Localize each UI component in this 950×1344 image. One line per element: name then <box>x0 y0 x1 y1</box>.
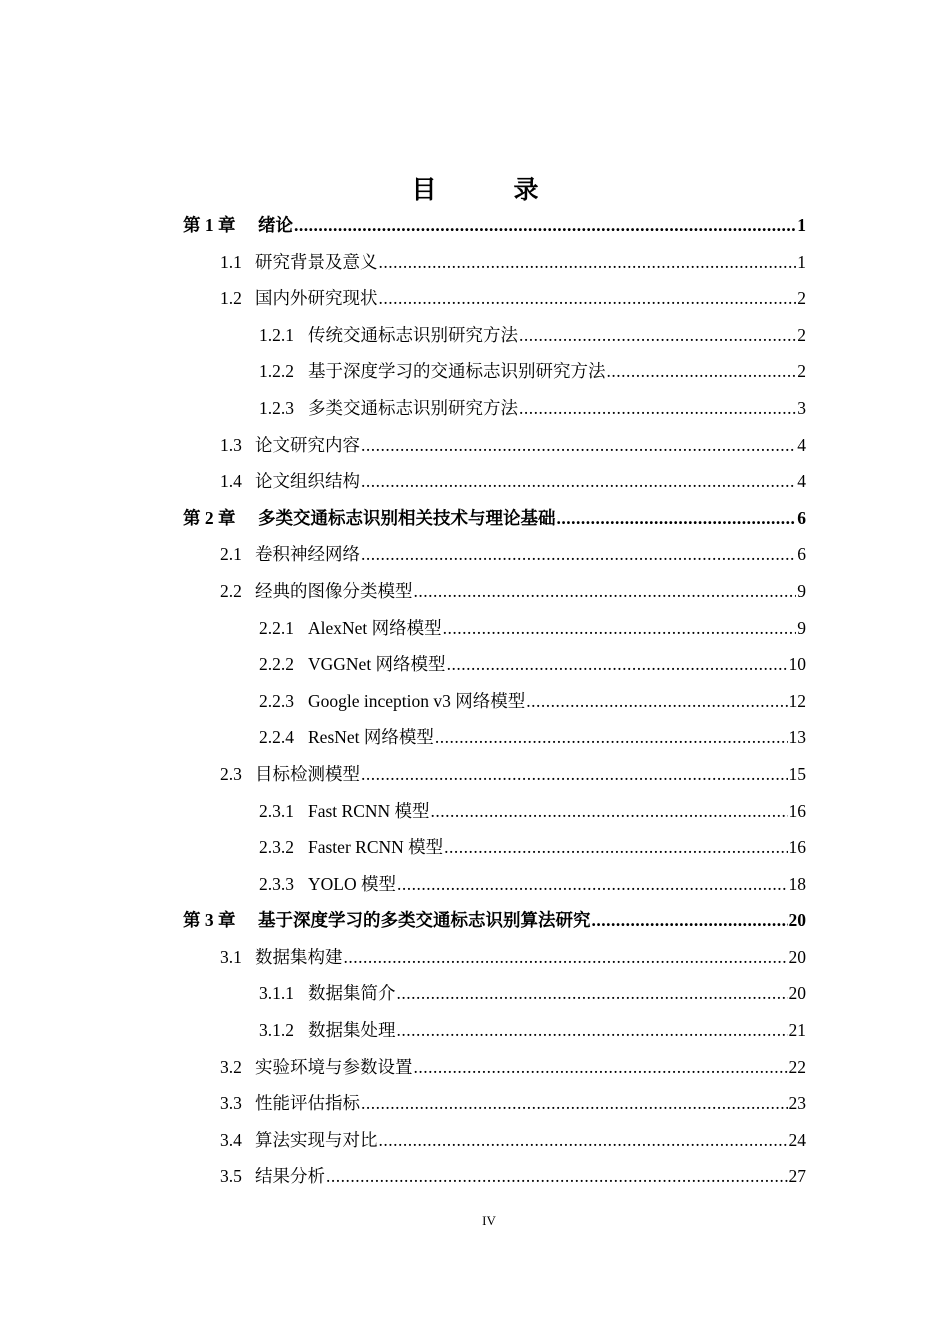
toc-dot-leader <box>379 244 797 281</box>
toc-entry-title: 基于深度学习的多类交通标志识别算法研究 <box>258 910 591 931</box>
toc-dot-leader <box>361 756 788 793</box>
toc-subsection-entry[interactable] <box>183 829 806 866</box>
toc-dot-leader <box>397 975 788 1012</box>
page-number: IV <box>482 1213 496 1228</box>
toc-entry-number: 2.2.3 <box>259 690 294 711</box>
toc-entry-number: 1.2.1 <box>259 324 294 345</box>
toc-entry-page: 3 <box>797 397 806 418</box>
toc-entry-page: 9 <box>797 580 806 601</box>
toc-entry-page: 2 <box>797 288 806 309</box>
toc-entry-page: 16 <box>788 800 806 821</box>
toc-entry-number: 1.2 <box>220 288 242 309</box>
toc-dot-leader <box>414 573 797 610</box>
toc-entry-page: 15 <box>788 763 806 784</box>
toc-entry-page: 9 <box>797 617 806 638</box>
toc-entry-title: 论文研究内容 <box>255 434 360 455</box>
toc-entry-number: 1.4 <box>220 471 242 492</box>
toc-dot-leader <box>361 536 796 573</box>
toc-entry-number: 2.3.1 <box>259 800 294 821</box>
toc-entry-number: 1.1 <box>220 251 242 272</box>
toc-chapter-entry[interactable] <box>183 207 806 244</box>
toc-entry-title: 卷积神经网络 <box>255 544 360 565</box>
toc-dot-leader <box>519 317 796 354</box>
toc-entry-title: 多类交通标志识别研究方法 <box>308 397 518 418</box>
toc-entry-number: 2.3 <box>220 763 242 784</box>
toc-section-entry[interactable] <box>183 244 806 281</box>
toc-section-entry[interactable] <box>183 1158 806 1195</box>
toc-entry-title: 数据集简介 <box>308 983 396 1004</box>
toc-entry-page: 12 <box>788 690 806 711</box>
toc-entry-number: 第 2 章 <box>183 507 236 528</box>
toc-dot-leader <box>361 1085 788 1122</box>
toc-entry-title: YOLO 模型 <box>308 873 396 894</box>
toc-entry-title: 实验环境与参数设置 <box>255 1056 413 1077</box>
toc-entry-number: 1.3 <box>220 434 242 455</box>
toc-entry-page: 1 <box>797 251 806 272</box>
toc-entry-number: 1.2.3 <box>259 397 294 418</box>
toc-entry-page: 16 <box>788 837 806 858</box>
toc-entry-page: 2 <box>797 361 806 382</box>
toc-subsection-entry[interactable] <box>183 866 806 903</box>
toc-subsection-entry[interactable] <box>183 317 806 354</box>
toc-entry-title: 多类交通标志识别相关技术与理论基础 <box>258 507 556 528</box>
table-of-contents <box>183 207 806 1195</box>
toc-entry-title: 国内外研究现状 <box>255 288 378 309</box>
toc-entry-title: Fast RCNN 模型 <box>308 800 430 821</box>
toc-entry-number: 2.3.2 <box>259 837 294 858</box>
toc-entry-number: 2.3.3 <box>259 873 294 894</box>
toc-entry-title: 结果分析 <box>255 1166 325 1187</box>
toc-section-entry[interactable] <box>183 280 806 317</box>
toc-dot-leader <box>557 500 797 537</box>
toc-subsection-entry[interactable] <box>183 353 806 390</box>
toc-chapter-entry[interactable] <box>183 902 806 939</box>
toc-dot-leader <box>397 1012 788 1049</box>
page-title: 目 录 <box>411 175 565 204</box>
toc-subsection-entry[interactable] <box>183 683 806 720</box>
toc-entry-number: 第 3 章 <box>183 910 236 931</box>
toc-entry-title: AlexNet 网络模型 <box>308 617 442 638</box>
toc-entry-page: 22 <box>788 1056 806 1077</box>
toc-subsection-entry[interactable] <box>183 975 806 1012</box>
toc-entry-title: 性能评估指标 <box>255 1093 360 1114</box>
toc-dot-leader <box>326 1158 788 1195</box>
toc-section-entry[interactable] <box>183 1049 806 1086</box>
toc-entry-title: 论文组织结构 <box>255 471 360 492</box>
toc-entry-page: 1 <box>797 215 806 235</box>
toc-dot-leader <box>435 719 788 756</box>
toc-dot-leader <box>526 683 787 720</box>
toc-section-entry[interactable] <box>183 573 806 610</box>
toc-entry-title: 研究背景及意义 <box>255 251 378 272</box>
toc-entry-page: 6 <box>797 507 806 528</box>
toc-entry-title: 传统交通标志识别研究方法 <box>308 324 518 345</box>
toc-entry-title: 算法实现与对比 <box>255 1129 378 1150</box>
toc-dot-leader <box>592 902 788 939</box>
toc-entry-page: 20 <box>788 910 806 931</box>
toc-dot-leader <box>607 353 797 390</box>
toc-entry-number: 3.4 <box>220 1129 242 1150</box>
toc-entry-number: 3.1.2 <box>259 1020 294 1041</box>
toc-entry-number: 3.1 <box>220 946 242 967</box>
toc-dot-leader <box>447 646 788 683</box>
toc-entry-page: 20 <box>788 946 806 967</box>
toc-entry-page: 4 <box>797 434 806 455</box>
toc-dot-leader <box>414 1049 788 1086</box>
toc-section-entry[interactable] <box>183 427 806 464</box>
toc-dot-leader <box>379 1122 788 1159</box>
toc-entry-title: ResNet 网络模型 <box>308 727 434 748</box>
toc-entry-page: 2 <box>797 324 806 345</box>
toc-dot-leader <box>379 280 797 317</box>
toc-dot-leader <box>344 939 788 976</box>
toc-entry-page: 6 <box>797 544 806 565</box>
toc-section-entry[interactable] <box>183 756 806 793</box>
toc-entry-title: Google inception v3 网络模型 <box>308 690 526 711</box>
toc-entry-number: 第 1 章 <box>183 215 236 235</box>
toc-dot-leader <box>444 829 787 866</box>
toc-subsection-entry[interactable] <box>183 719 806 756</box>
toc-section-entry[interactable] <box>183 1085 806 1122</box>
toc-dot-leader <box>361 427 796 464</box>
toc-subsection-entry[interactable] <box>183 1012 806 1049</box>
toc-entry-page: 21 <box>788 1020 806 1041</box>
toc-entry-title: Faster RCNN 模型 <box>308 837 444 858</box>
toc-entry-page: 23 <box>788 1093 806 1114</box>
toc-entry-title: 经典的图像分类模型 <box>255 580 413 601</box>
toc-subsection-entry[interactable] <box>183 610 806 647</box>
toc-entry-number: 2.2.1 <box>259 617 294 638</box>
toc-dot-leader <box>397 866 788 903</box>
toc-section-entry[interactable] <box>183 1122 806 1159</box>
toc-entry-number: 3.1.1 <box>259 983 294 1004</box>
toc-entry-page: 4 <box>797 471 806 492</box>
toc-entry-title: 目标检测模型 <box>255 763 360 784</box>
toc-entry-number: 2.2.2 <box>259 654 294 675</box>
toc-entry-number: 3.2 <box>220 1056 242 1077</box>
toc-entry-page: 24 <box>788 1129 806 1150</box>
toc-entry-title: 数据集构建 <box>255 946 343 967</box>
toc-entry-page: 20 <box>788 983 806 1004</box>
toc-entry-page: 10 <box>788 654 806 675</box>
toc-section-entry[interactable] <box>183 939 806 976</box>
toc-entry-page: 13 <box>788 727 806 748</box>
toc-entry-number: 2.1 <box>220 544 242 565</box>
toc-entry-number: 2.2.4 <box>259 727 294 748</box>
toc-dot-leader <box>294 207 796 244</box>
toc-section-entry[interactable] <box>183 536 806 573</box>
toc-entry-page: 27 <box>788 1166 806 1187</box>
toc-entry-title: 基于深度学习的交通标志识别研究方法 <box>308 361 606 382</box>
toc-dot-leader <box>361 463 796 500</box>
toc-entry-number: 2.2 <box>220 580 242 601</box>
toc-entry-title: VGGNet 网络模型 <box>308 654 446 675</box>
toc-entry-number: 3.3 <box>220 1093 242 1114</box>
toc-subsection-entry[interactable] <box>183 646 806 683</box>
toc-dot-leader <box>443 610 797 647</box>
toc-subsection-entry[interactable] <box>183 793 806 830</box>
toc-entry-number: 3.5 <box>220 1166 242 1187</box>
toc-section-entry[interactable] <box>183 463 806 500</box>
toc-entry-title: 绪论 <box>258 215 293 235</box>
toc-dot-leader <box>519 390 796 427</box>
toc-entry-page: 18 <box>788 873 806 894</box>
toc-entry-number: 1.2.2 <box>259 361 294 382</box>
toc-subsection-entry[interactable] <box>183 390 806 427</box>
toc-chapter-entry[interactable] <box>183 500 806 537</box>
toc-entry-title: 数据集处理 <box>308 1020 396 1041</box>
toc-dot-leader <box>431 793 788 830</box>
